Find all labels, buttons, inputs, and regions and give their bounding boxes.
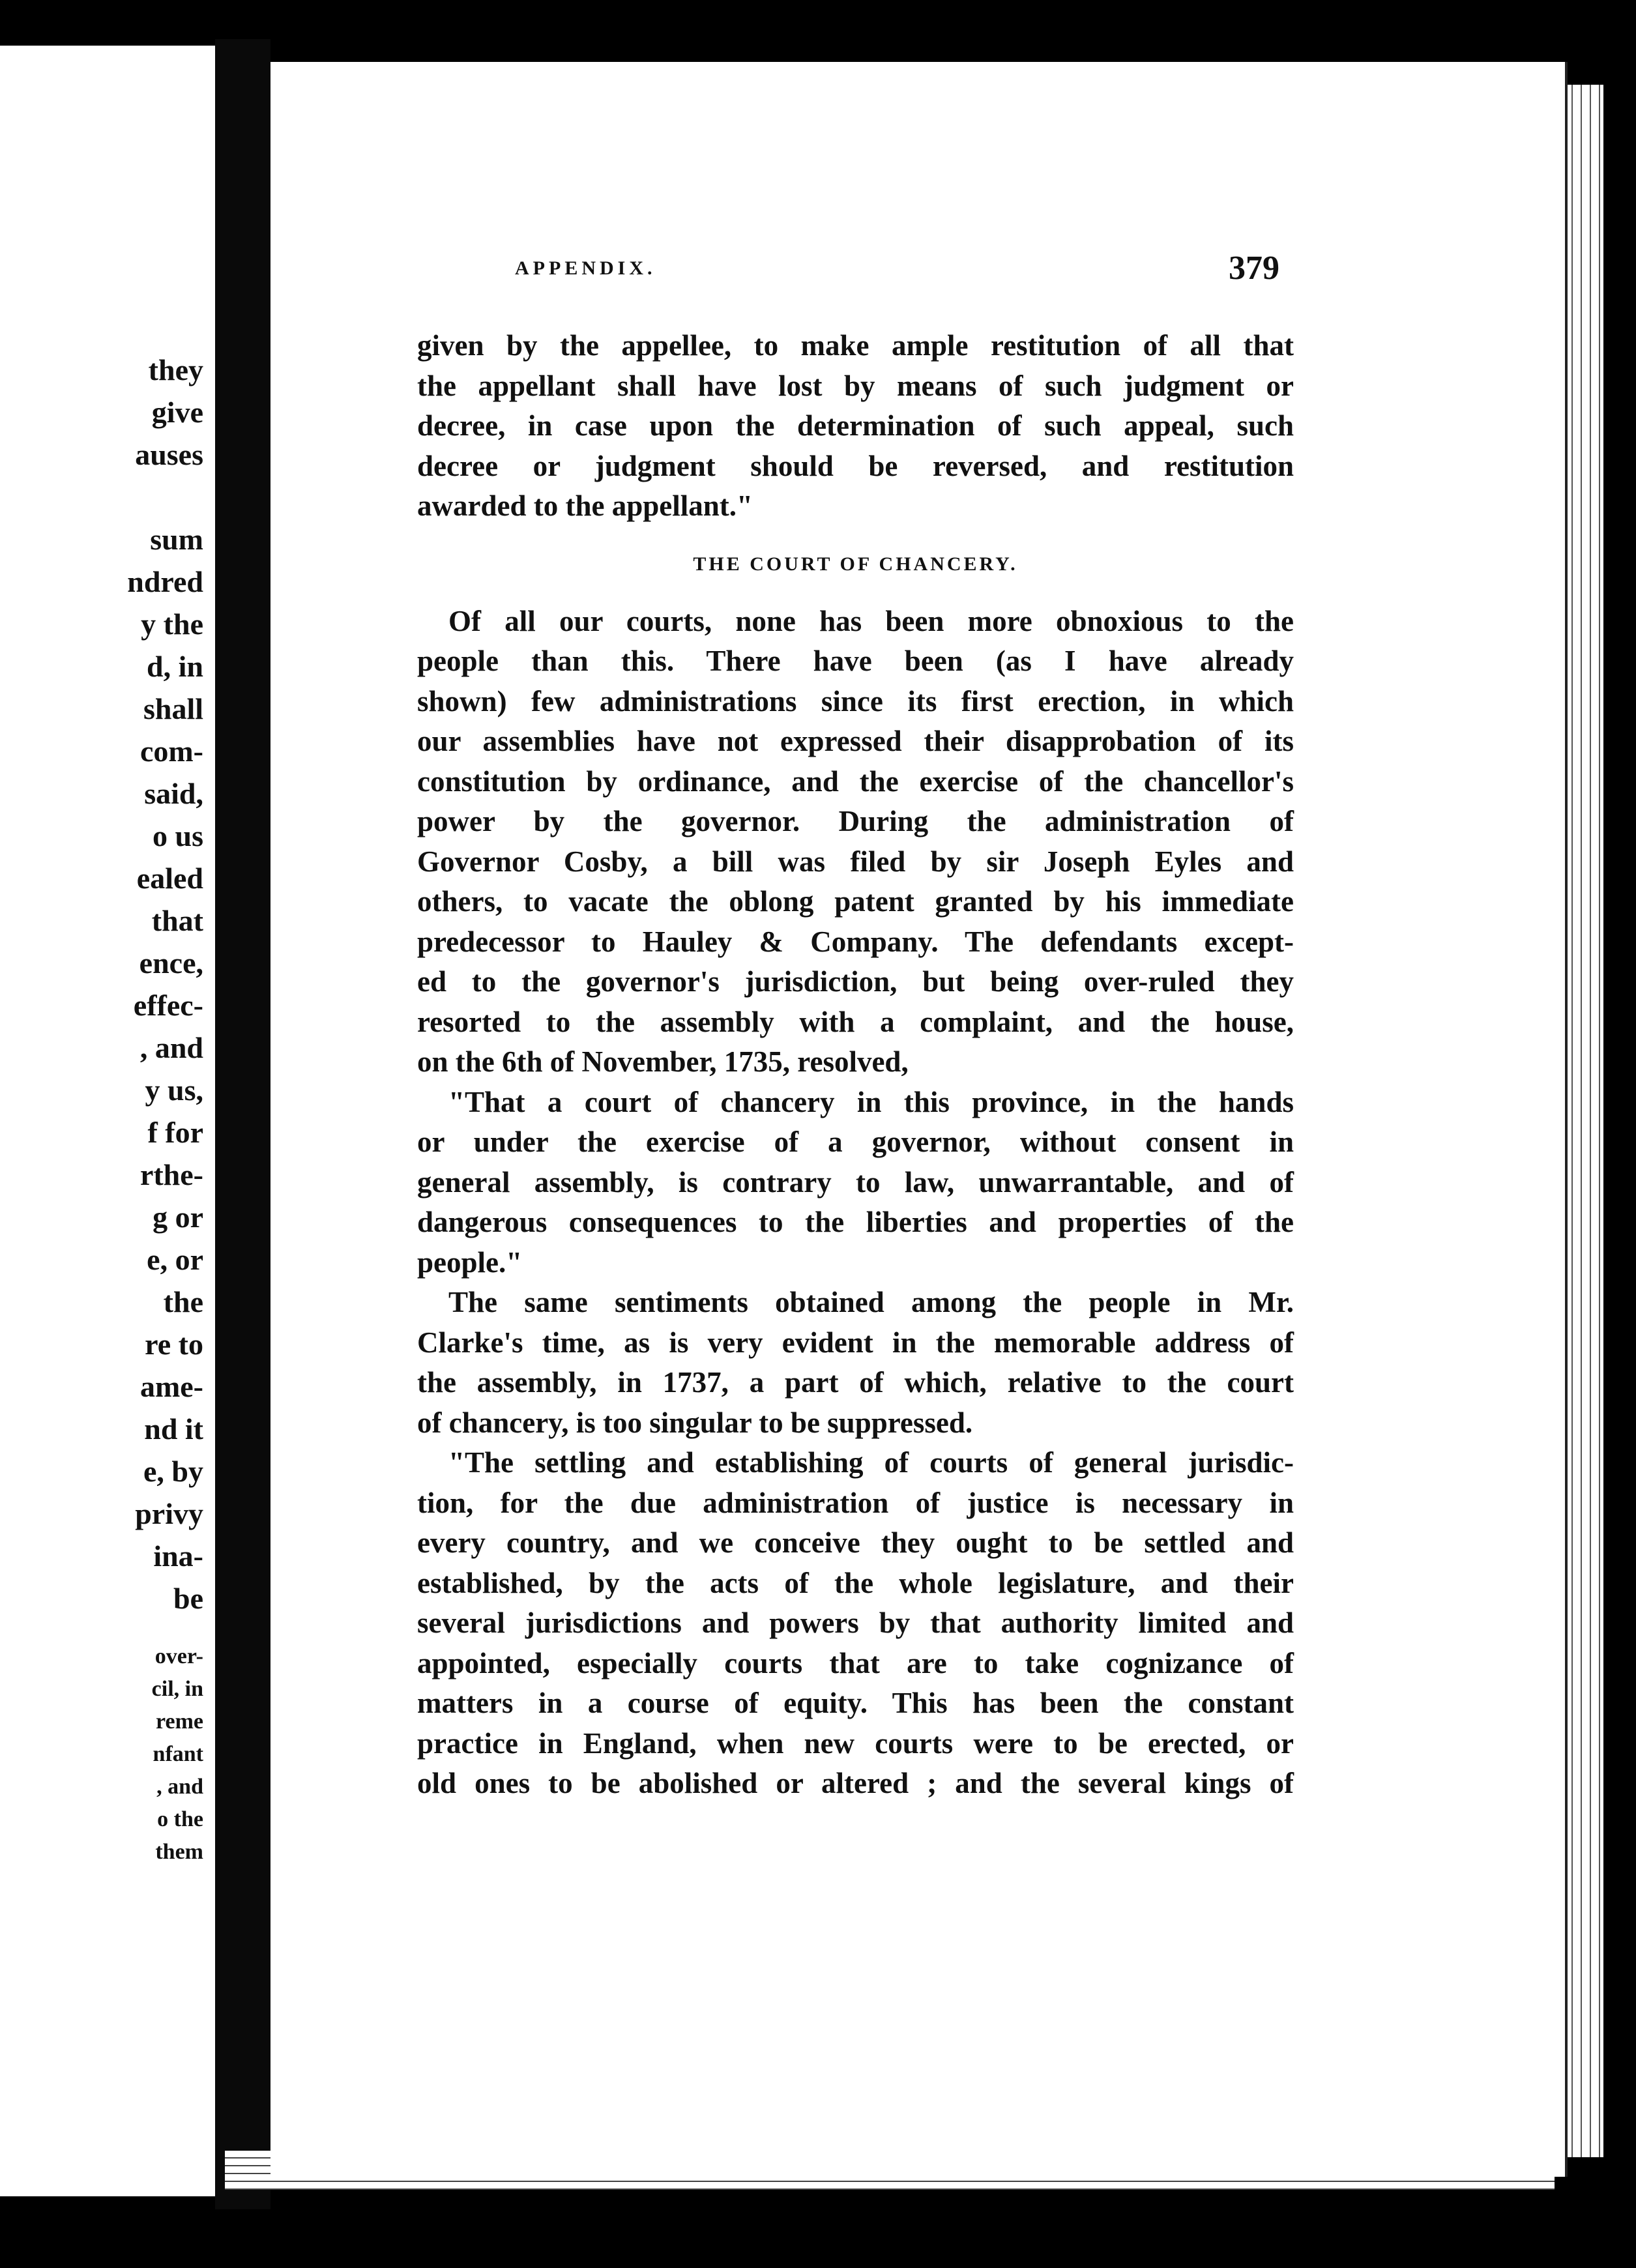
text-line: Of all our courts, none has been more obnoxious to the <box>448 604 1294 637</box>
left-fragment-line: said, <box>144 777 203 810</box>
text-line: several jurisdictions and powers by that authority limited and <box>417 1606 1294 1639</box>
left-footnote-line: them <box>155 1840 203 1864</box>
text-line: tion, for the due administration of justice is necessary in <box>417 1486 1294 1519</box>
left-fragment-line: ealed <box>136 862 203 895</box>
left-fragment-line: auses <box>135 438 203 471</box>
left-fragment-line: rthe- <box>139 1158 203 1191</box>
text-line: people than this. There have been (as I have already <box>417 645 1294 677</box>
text-line: established, by the acts of the whole legislature, and their <box>417 1566 1294 1599</box>
text-line: "That a court of chancery in this province, in the hands <box>448 1085 1294 1118</box>
left-fragment-line: e, or <box>147 1243 203 1276</box>
text-line: the assembly, in 1737, a part of which, relative to the court <box>417 1366 1294 1399</box>
left-footnote-line: reme <box>156 1709 203 1734</box>
section-heading: THE COURT OF CHANCERY. <box>693 553 1018 575</box>
left-fragment-line: effec- <box>133 989 203 1022</box>
text-line: awarded to the appellant." <box>417 489 753 522</box>
text-line: predecessor to Hauley & Company. The defendants except- <box>417 925 1294 958</box>
left-footnote-line: o the <box>157 1807 203 1831</box>
left-fragment-line: privy <box>135 1497 203 1530</box>
page-number: 379 <box>1229 250 1279 287</box>
left-fragment-line: they <box>148 353 203 386</box>
left-footnote-line: nfant <box>153 1742 203 1766</box>
left-fragment-line: y the <box>141 607 203 641</box>
text-line: power by the governor. During the administration of <box>417 805 1294 837</box>
text-line: "The settling and establishing of courts of general jurisdic- <box>448 1446 1294 1479</box>
left-fragment-line: y us, <box>145 1073 203 1107</box>
text-line: dangerous consequences to the liberties and properties of the <box>417 1206 1294 1238</box>
left-fragment-line: shall <box>143 692 203 725</box>
left-fragment-line: ina- <box>153 1539 203 1573</box>
text-line: general assembly, is contrary to law, unwarrantable, and of <box>417 1165 1294 1199</box>
page-body <box>417 326 1294 1804</box>
text-line: appointed, especially courts that are to take cognizance of <box>417 1646 1294 1679</box>
left-fragment-line: com- <box>139 734 203 768</box>
left-fragment-line: that <box>151 904 203 937</box>
text-line: ed to the governor's jurisdiction, but being over-ruled they <box>417 965 1294 998</box>
left-fragment-line: give <box>151 396 203 429</box>
text-line: shown) few administrations since its first erection, in which <box>417 684 1294 718</box>
left-page-fragment <box>0 46 215 2196</box>
text-line: or under the exercise of a governor, without consent in <box>417 1126 1294 1158</box>
text-line: Governor Cosby, a bill was filed by sir Joseph Eyles and <box>417 845 1294 878</box>
left-fragment-line: ndred <box>127 565 203 598</box>
text-line: people." <box>417 1245 523 1279</box>
left-fragment-line: o us <box>153 819 203 852</box>
text-line: old ones to be abolished or altered ; and the several kings of <box>417 1767 1294 1799</box>
text-line: every country, and we conceive they ought to be settled and <box>417 1526 1294 1559</box>
text-line: our assemblies have not expressed their disapprobation of its <box>417 725 1294 757</box>
left-fragment-line: f for <box>147 1116 203 1149</box>
left-fragment-line: g or <box>153 1200 203 1234</box>
text-line: decree or judgment should be reversed, and restitution <box>417 449 1294 482</box>
left-fragment-line: be <box>173 1582 203 1615</box>
text-line: given by the appellee, to make ample restitution of all that <box>417 329 1294 362</box>
left-footnote-line: over- <box>154 1644 203 1668</box>
left-fragment-line: , and <box>139 1031 203 1064</box>
left-fragment-line: re to <box>145 1328 203 1361</box>
text-line: the appellant shall have lost by means of such judgment or <box>417 369 1294 402</box>
left-footnote-line: , and <box>156 1775 203 1799</box>
text-line: of chancery, is too singular to be suppressed. <box>417 1406 973 1439</box>
text-line: The same sentiments obtained among the people in Mr. <box>448 1286 1294 1318</box>
page-edges <box>1568 85 1603 2157</box>
left-fragment-line: e, by <box>143 1455 203 1488</box>
text-line: Clarke's time, as is very evident in the memorable address of <box>417 1326 1294 1359</box>
left-fragment-line: ame- <box>139 1370 203 1403</box>
left-fragment-line: d, in <box>147 650 203 683</box>
text-line: constitution by ordinance, and the exercise of the chancellor's <box>417 764 1294 798</box>
running-head: APPENDIX. <box>515 257 656 279</box>
left-fragment-line: the <box>163 1285 203 1318</box>
text-line: resorted to the assembly with a complaint, and the house, <box>417 1005 1294 1038</box>
text-line: others, to vacate the oblong patent granted by his immediate <box>417 885 1294 918</box>
text-line: on the 6th of November, 1735, resolved, <box>417 1045 909 1078</box>
text-line: practice in England, when new courts were to be erected, or <box>417 1726 1294 1760</box>
left-fragment-line: sum <box>150 523 203 556</box>
text-line: decree, in case upon the determination of such appeal, such <box>417 409 1294 442</box>
text-line: matters in a course of equity. This has been the constant <box>417 1687 1294 1719</box>
left-footnote-line: cil, in <box>151 1677 203 1701</box>
left-fragment-line: ence, <box>139 946 203 980</box>
book-gutter <box>215 39 270 2209</box>
left-fragment-line: nd it <box>144 1412 203 1446</box>
